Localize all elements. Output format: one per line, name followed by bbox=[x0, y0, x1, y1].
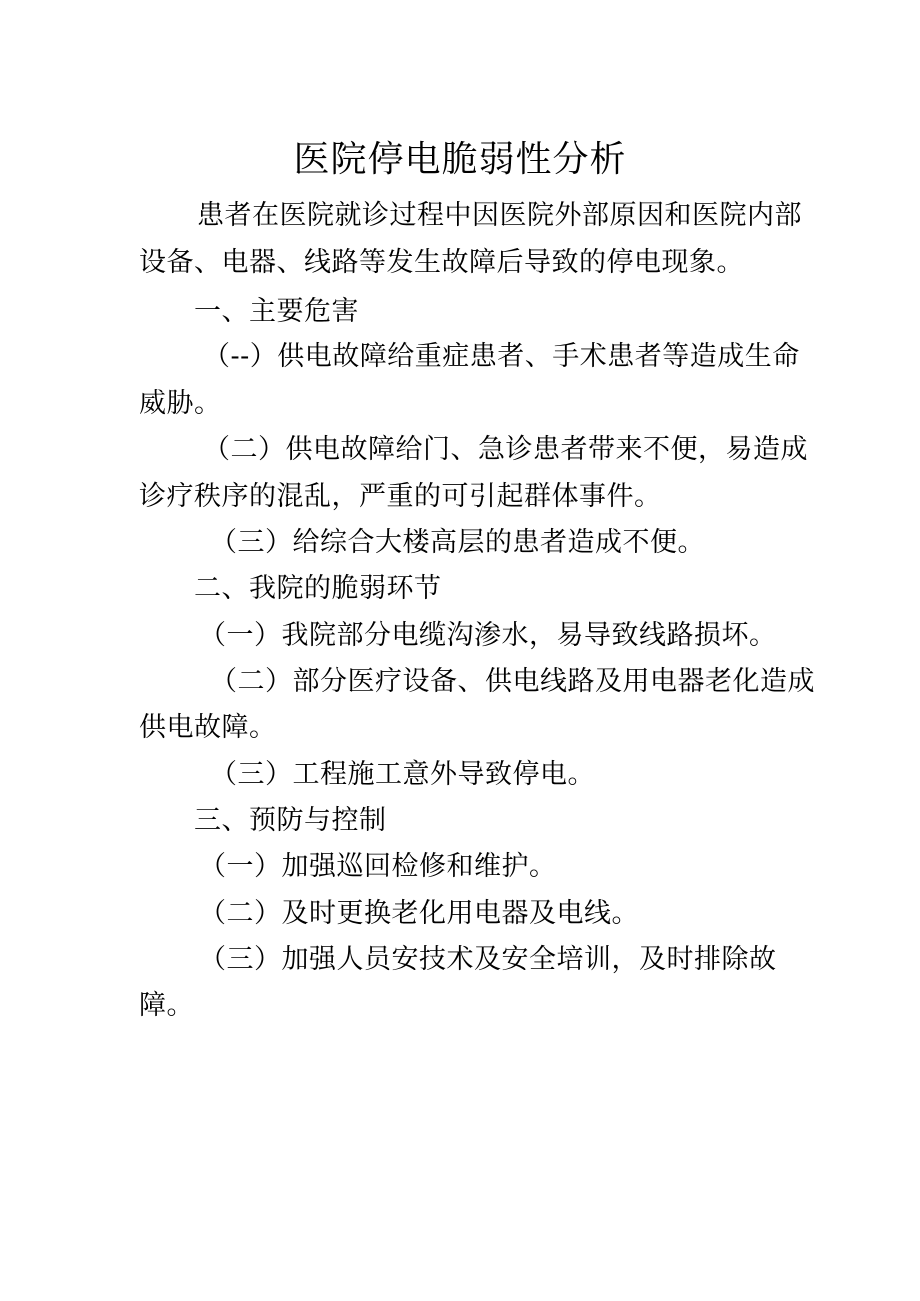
intro-line-1: 患者在医院就诊过程中因医院外部原因和医院内部 bbox=[197, 200, 802, 231]
list-item-1-2-line-2: 诊疗秩序的混乱，严重的可引起群体事件。 bbox=[139, 481, 662, 512]
list-item-2-2-line-1: （二）部分医疗设备、供电线路及用电器老化造成 bbox=[210, 666, 815, 697]
list-item-2-1: （一）我院部分电缆沟渗水，易导致线路损坏。 bbox=[199, 620, 777, 651]
section-heading-1: 一、主要危害 bbox=[194, 296, 359, 327]
list-item-1-1-line-1: （--）供电故障给重症患者、手术患者等造成生命 bbox=[203, 341, 800, 372]
section-heading-2: 二、我院的脆弱环节 bbox=[194, 573, 442, 604]
list-item-2-3: （三）工程施工意外导致停电。 bbox=[210, 759, 595, 790]
list-item-3-2: （二）及时更换老化用电器及电线。 bbox=[199, 898, 639, 929]
list-item-2-2-line-2: 供电故障。 bbox=[139, 712, 277, 743]
list-item-3-3-line-2: 障。 bbox=[139, 990, 194, 1021]
list-item-3-1: （一）加强巡回检修和维护。 bbox=[199, 851, 557, 882]
section-heading-3: 三、预防与控制 bbox=[194, 805, 387, 836]
list-item-1-3: （三）给综合大楼高层的患者造成不便。 bbox=[210, 527, 705, 558]
list-item-3-3-line-1: （三）加强人员安技术及安全培训，及时排除故 bbox=[199, 944, 777, 975]
list-item-1-1-line-2: 威胁。 bbox=[139, 388, 222, 419]
document-title: 医院停电脆弱性分析 bbox=[293, 139, 627, 180]
intro-line-2: 设备、电器、线路等发生故障后导致的停电现象。 bbox=[139, 247, 744, 278]
list-item-1-2-line-1: （二）供电故障给门、急诊患者带来不便，易造成 bbox=[203, 434, 808, 465]
